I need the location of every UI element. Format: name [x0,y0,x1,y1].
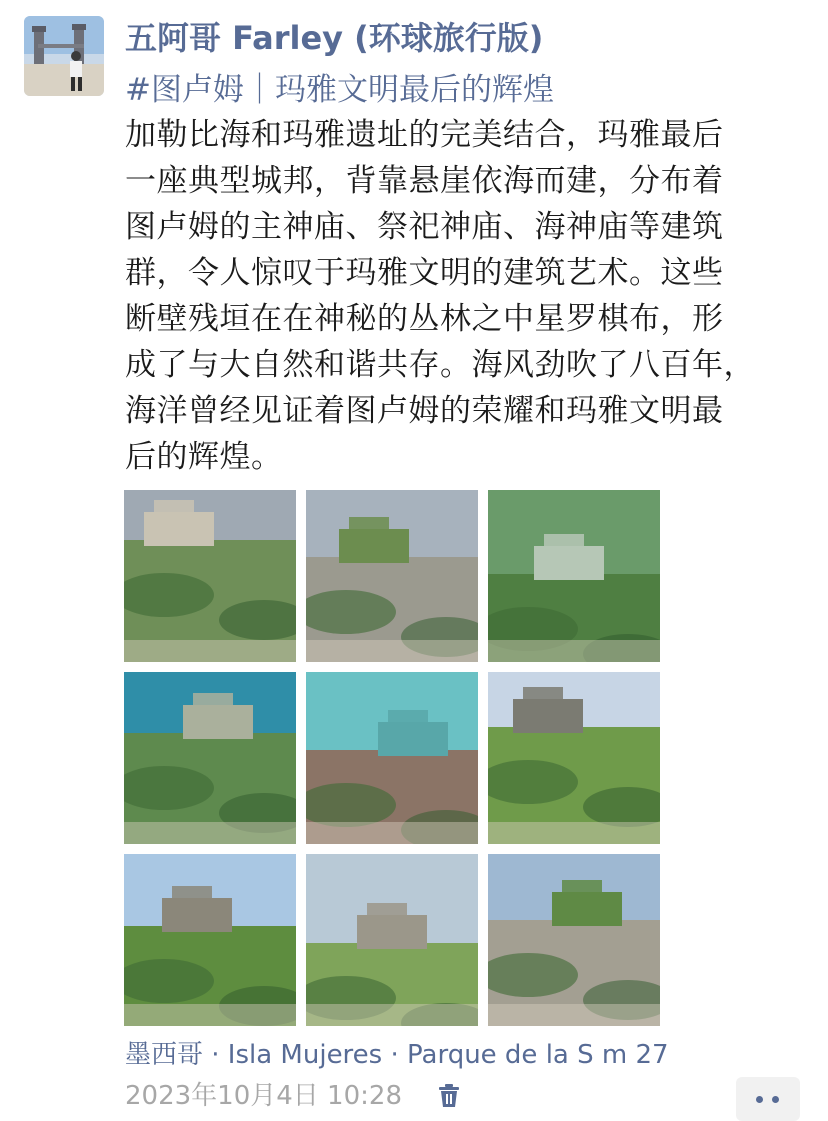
author-avatar[interactable] [24,16,104,96]
photo-grid [124,490,660,1026]
post-text [125,112,805,480]
photo-iguana-rocks[interactable] [306,672,478,844]
post-text-line: 图卢姆的主神庙、祭祀神庙、海神庙等建筑 [125,209,724,245]
photo-aerial-site[interactable] [488,490,660,662]
photo-castillo[interactable] [306,490,478,662]
more-dot [756,1096,763,1103]
author-name[interactable]: 五阿哥 Farley (环球旅行版) [125,19,544,57]
post-text-line: 加勒比海和玛雅遗址的完美结合，玛雅最后 [125,117,724,153]
more-dot [772,1096,779,1103]
photo-temple-sky[interactable] [488,854,660,1026]
post-text-line: 一座典型城邦，背靠悬崖依海而建，分布着 [125,163,724,199]
photo-hill-temple[interactable] [124,854,296,1026]
more-options-button[interactable] [736,1077,800,1121]
trash-icon[interactable] [436,1082,462,1108]
post-text-line: 成了与大自然和谐共存。海风劲吹了八百年， [125,347,755,383]
topic-hashtag[interactable]: #图卢姆｜玛雅文明最后的辉煌 [125,72,554,108]
post-timestamp: 2023年10月4日 10:28 [125,1081,402,1111]
photo-lawn-temple[interactable] [306,854,478,1026]
post-text-line: 群，令人惊叹于玛雅文明的建筑艺术。这些 [125,255,724,291]
photo-palms-person[interactable] [488,672,660,844]
post-text-line: 海洋曾经见证着图卢姆的荣耀和玛雅文明最 [125,393,724,429]
post-text-line: 后的辉煌。 [125,439,283,475]
photo-aerial-coast[interactable] [124,672,296,844]
post-text-line: 断壁残垣在在神秘的丛林之中星罗棋布，形 [125,301,724,337]
location-link[interactable]: 墨西哥 · Isla Mujeres · Parque de la S m 27 [125,1040,669,1070]
photo-ruins-cliff[interactable] [124,490,296,662]
